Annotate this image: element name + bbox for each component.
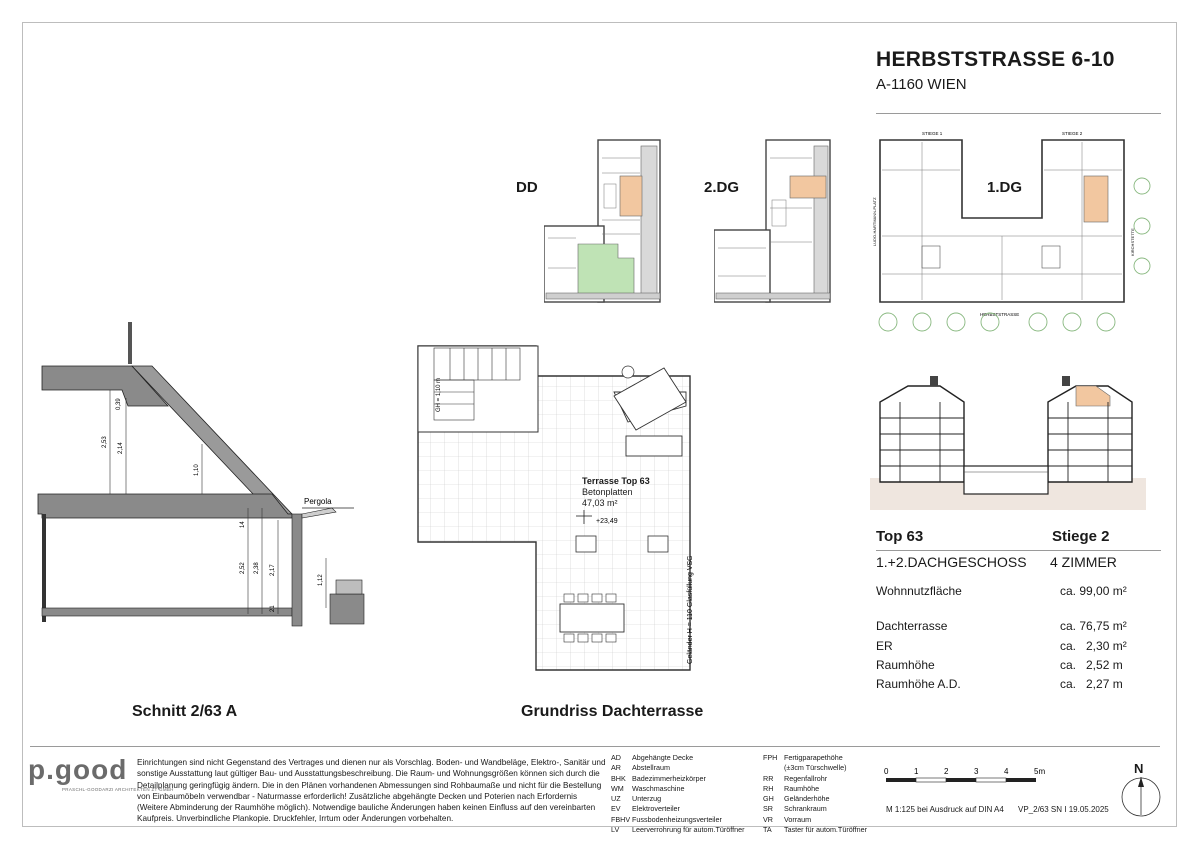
row-label: Raumhöhe A.D. [876, 677, 961, 691]
unit-floors: 1.+2.DACHGESCHOSS [876, 554, 1027, 570]
dd-label: DD [516, 179, 538, 196]
stiege2-label: STIEGE 2 [1062, 131, 1083, 136]
dg1-label: 1.DG [987, 179, 1023, 196]
dim-9: 1,12 [318, 574, 324, 586]
section-caption: Schnitt 2/63 A [132, 703, 238, 720]
project-city: A-1160 WIEN [876, 76, 967, 93]
pergola-label: Pergola [304, 497, 332, 506]
scale-tick: 3 [974, 767, 979, 776]
footer-divider [30, 746, 1160, 747]
unit-divider [876, 550, 1161, 551]
dim-3: 1,10 [194, 464, 200, 476]
unit-rooms: 4 ZIMMER [1050, 554, 1117, 570]
dg1-unit-highlight [1084, 176, 1108, 222]
dim-2: 2,14 [118, 442, 124, 454]
terrace-floor-plan [416, 344, 708, 676]
header-divider [876, 113, 1161, 114]
row-label: ER [876, 639, 893, 653]
dim-1: 2,53 [102, 436, 108, 448]
building-section [870, 372, 1160, 512]
north-arrow-icon [1119, 775, 1163, 819]
side-street-label: KIRCHSTETTE [1130, 228, 1135, 256]
legend-left: AD Abgehängte Decke AR Abstellraum BHK Badezimmerheizkörper WM Waschmaschine UZ Unterzug EV Elektroverteiler FBHV Fussbodenheizungsverteiler LV Leerverrohrung für autom.Türöffner [611, 753, 745, 835]
unit-top: Top 63 [876, 528, 924, 545]
stiege1-label: STIEGE 1 [922, 131, 943, 136]
row-value: ca. 2,52 m [1060, 658, 1123, 672]
square-label: LUDO-HARTMANN-PLATZ [872, 197, 877, 246]
dim-7: 2,17 [270, 564, 276, 576]
dim-6: 2,38 [254, 562, 260, 574]
terrace-area: 47,03 m² [582, 498, 618, 508]
row-label: Raumhöhe [876, 658, 935, 672]
row-value: ca. 2,30 m² [1060, 639, 1127, 653]
dd-unit-highlight [620, 176, 642, 216]
legend-right: FPH Fertigparapethöhe (±3cm Türschwelle) RR Regenfallrohr RH Raumhöhe GH Geländerhöhe SR Schrankraum VR Vorraum TA Taster für autom.Türöffner [763, 753, 867, 835]
gh-note: GH = 1,10 m [436, 377, 442, 412]
planter-icon [626, 436, 682, 456]
row-value: ca. 76,75 m² [1060, 619, 1127, 633]
dim-8: 21 [270, 605, 276, 612]
terrace-name: Terrasse Top 63 [582, 476, 650, 486]
row-value: ca. 2,27 m [1060, 677, 1123, 691]
scale-bar [882, 764, 1052, 792]
schnitt-drawing [36, 318, 366, 630]
plan-reference: VP_2/63 SN I 19.05.2025 [1018, 805, 1109, 814]
scale-tick: 5m [1034, 767, 1046, 776]
scale-note: M 1:125 bei Ausdruck auf DIN A4 [886, 805, 1004, 814]
dd-key-plan [544, 138, 666, 306]
unit-stiege: Stiege 2 [1052, 528, 1110, 545]
terrace-material: Betonplatten [582, 487, 633, 497]
scale-tick: 1 [914, 767, 919, 776]
dg2-label: 2.DG [704, 179, 740, 196]
dim-4: 14 [240, 521, 246, 528]
disclaimer-text: Einrichtungen sind nicht Gegenstand des Vertrages und dienen nur als Vorschlag. Boden- und Wandbeläge, Elektro-, Sanitär und sonstige Ausstattung laut gültiger Bau- und Ausstattungsbeschreibung. Die Raum- und Wohnungsgrößen können sich durch die Detailplanung geringfügig ändern. Die in den Plänen vorhandenen Abmessungen sind Rohbaumaße und nicht für die Bestellung von Einbaumöbeln verwendbar - Naturmasse erforderlich! Zusätzliche abgehängte Decken und Poterien nach Erfordernis (Weitere Abminderung der Raumhöhe möglich). Notwendige bauliche Änderungen haben keinen Einfluss auf den vereinbarten Kaufpreis. Unverbindliche Plankopie. Druckfehler, Irrtum oder Änderungen vorbehalten. [137, 758, 606, 824]
row-label: Wohnnutzfläche [876, 584, 962, 598]
dim-5: 2,52 [240, 562, 246, 574]
dining-table-icon [560, 604, 624, 632]
dim-0: 0,39 [116, 398, 122, 410]
dg2-unit-highlight [790, 176, 826, 198]
company-logo: p.good [28, 754, 128, 785]
street-label: HERBSTSTRASSE [980, 312, 1020, 317]
elevation-label: +23,49 [596, 518, 618, 525]
scale-tick: 0 [884, 767, 889, 776]
dg2-key-plan [714, 138, 836, 306]
company-logo-sub: PRASCHL-GOODARZI ARCHITEKTEN ZT GMBH [62, 787, 174, 792]
dg1-key-plan [862, 126, 1162, 336]
project-title: HERBSTSTRASSE 6-10 [876, 48, 1115, 71]
floor-plan-caption: Grundriss Dachterrasse [521, 703, 704, 720]
scale-tick: 4 [1004, 767, 1009, 776]
row-label: Dachterrasse [876, 619, 948, 633]
railing-note: Geländer H = 110 Glasfüllung VSG [687, 555, 694, 664]
scale-tick: 2 [944, 767, 949, 776]
north-label: N [1134, 761, 1144, 776]
row-value: ca. 99,00 m² [1060, 584, 1127, 598]
